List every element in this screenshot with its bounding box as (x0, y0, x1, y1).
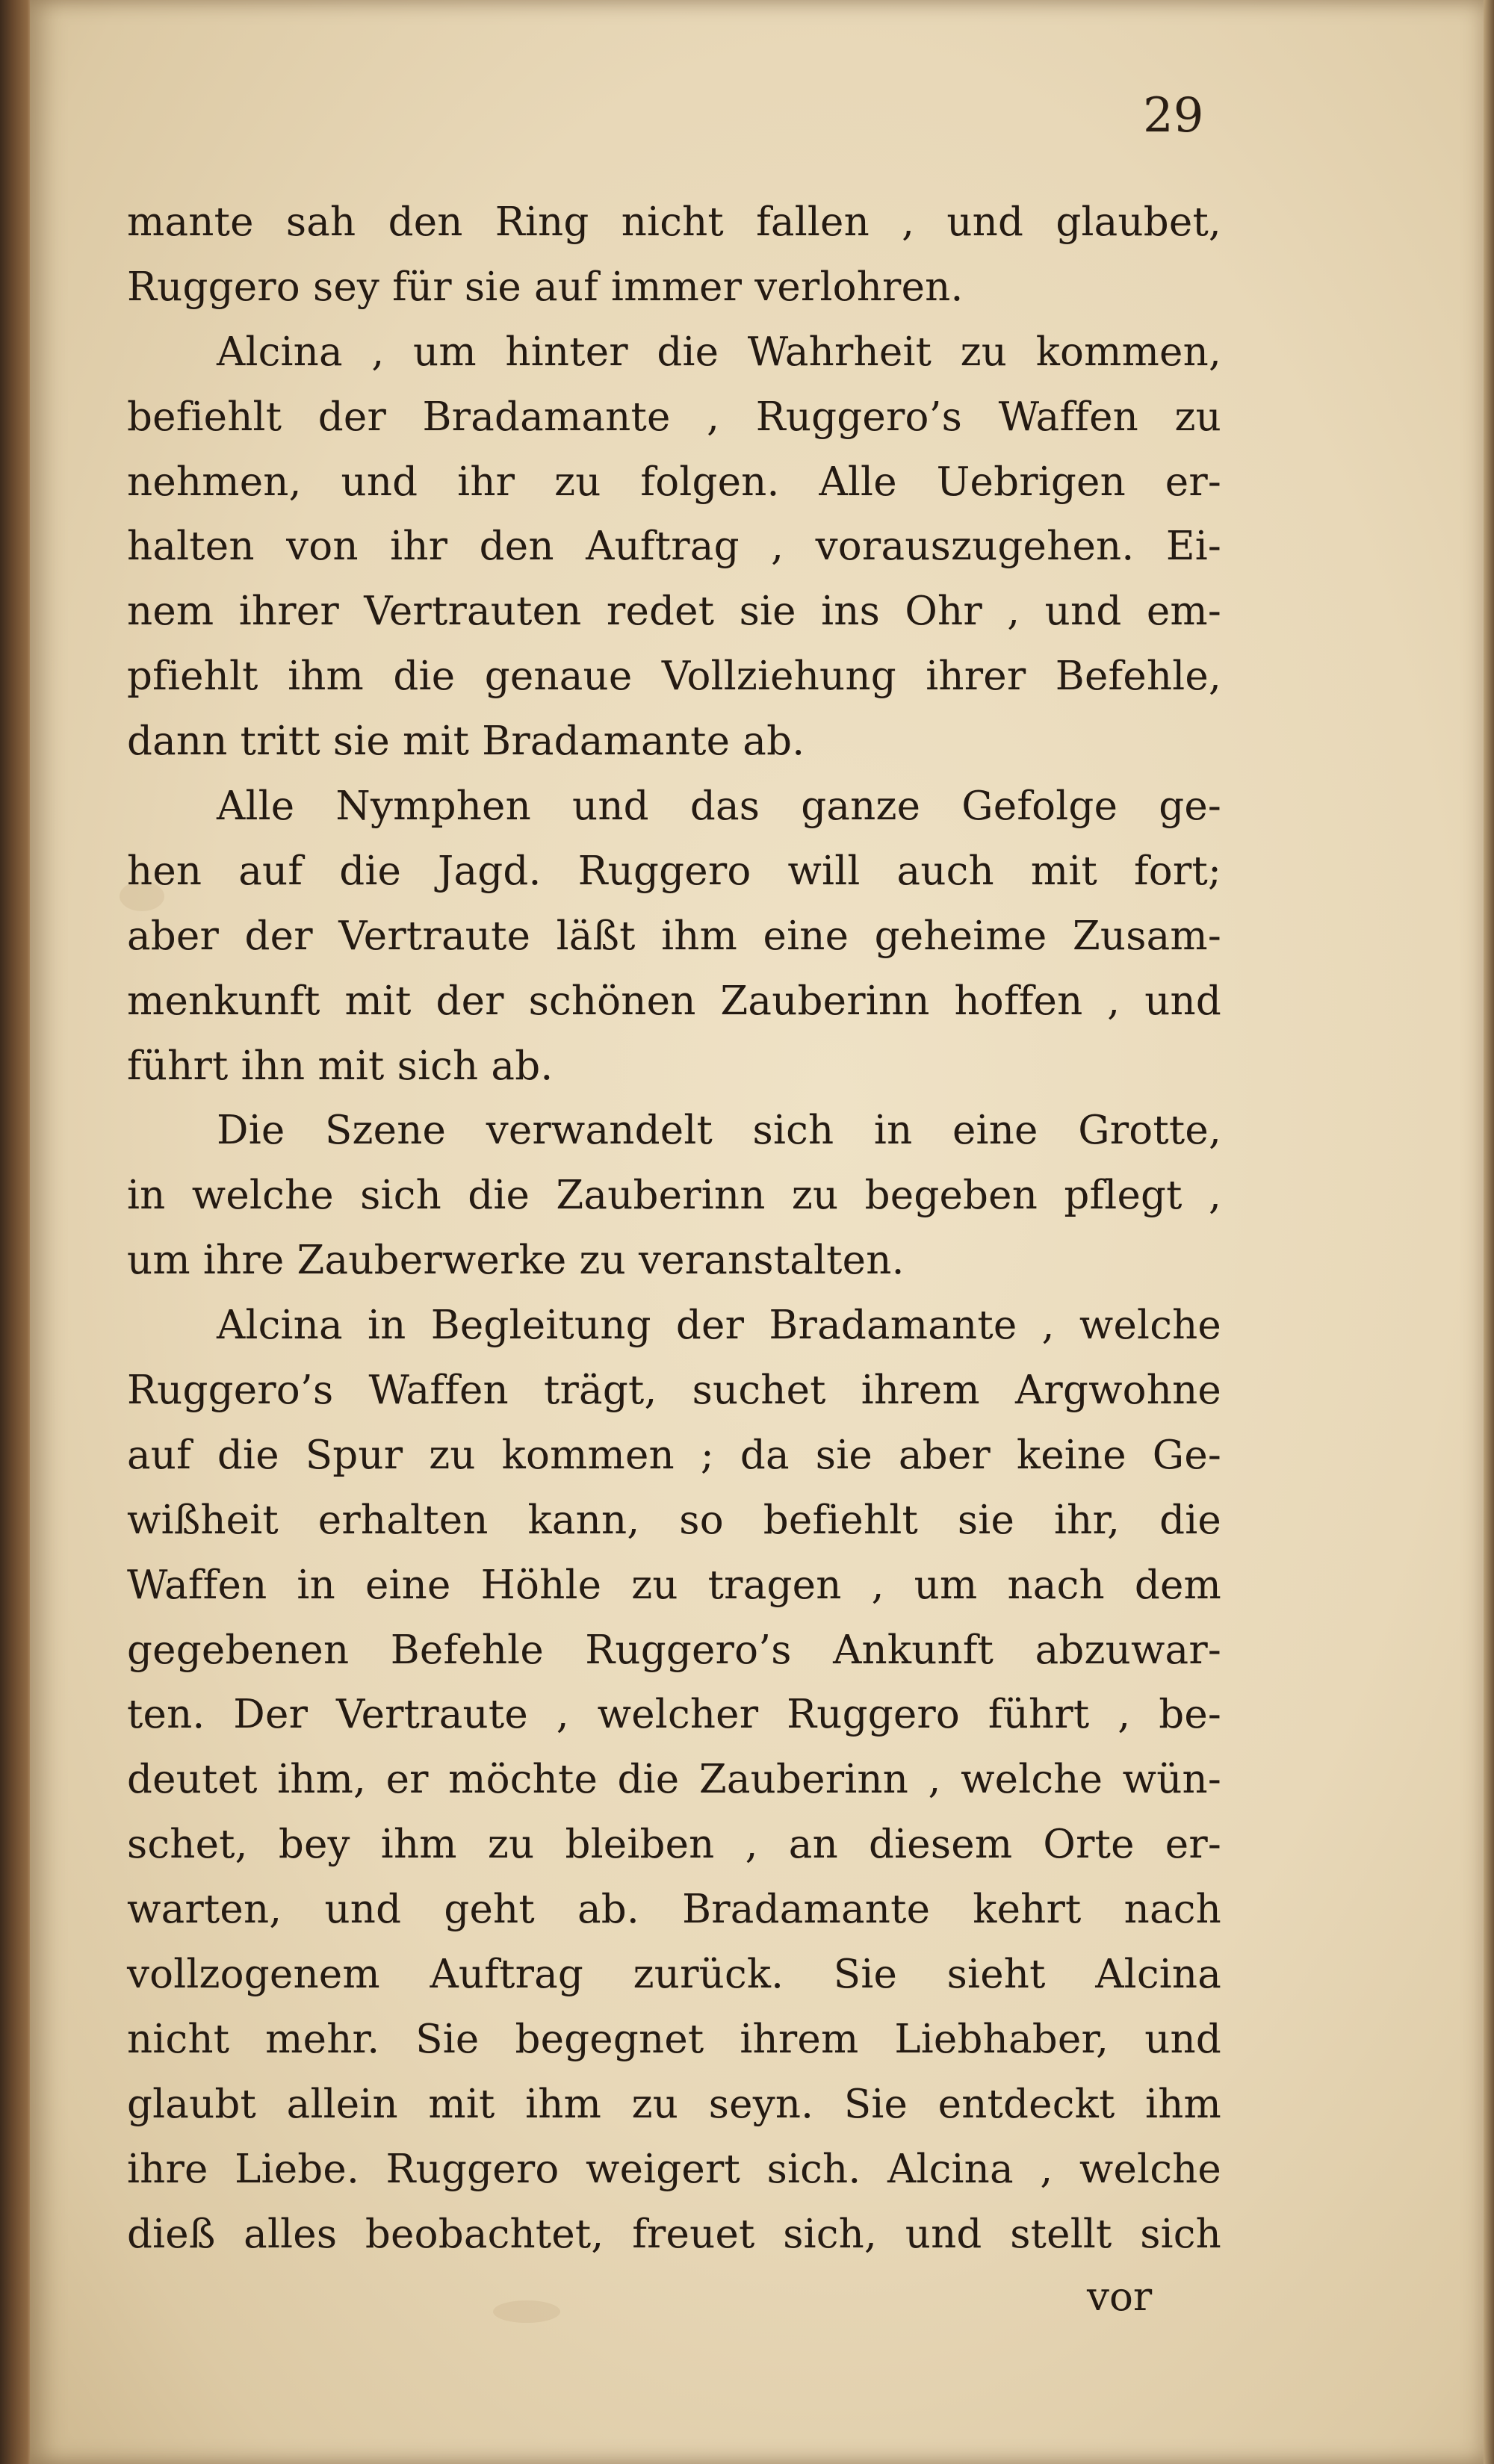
paragraph (127, 1099, 1221, 1294)
catchword: vor (1087, 2274, 1153, 2320)
text-line: Ruggero sey für sie auf immer verlohren. (127, 264, 964, 310)
text-line: aber der Vertraute läßt ihm eine geheime Zusam- (127, 913, 1221, 959)
text-line: pfiehlt ihm die genaue Vollziehung ihrer Befehle, (127, 654, 1221, 700)
text-line: halten von ihr den Auftrag , vorauszugehen. Ei- (127, 524, 1221, 570)
text-line: nem ihrer Vertrauten redet sie ins Ohr , und em- (127, 589, 1221, 635)
paragraph (127, 190, 1221, 320)
text-line: warten, und geht ab. Bradamante kehrt nach (127, 1887, 1221, 1933)
text-line: ihre Liebe. Ruggero weigert sich. Alcina , welche (127, 2146, 1221, 2192)
text-line: Alcina , um hinter die Wahrheit zu kommen, (217, 329, 1221, 375)
text-line: Die Szene verwandelt sich in eine Grotte, (217, 1108, 1221, 1154)
text-line: nicht mehr. Sie begegnet ihrem Liebhaber, und (127, 2016, 1221, 2062)
text-line: führt ihn mit sich ab. (127, 1043, 554, 1089)
text-line: mante sah den Ring nicht fallen , und glaubet, (127, 199, 1221, 245)
text-line: nehmen, und ihr zu folgen. Alle Uebrigen er- (127, 459, 1221, 505)
text-line: befiehlt der Bradamante , Ruggero’s Waffen zu (127, 394, 1221, 440)
text-line: hen auf die Jagd. Ruggero will auch mit fort; (127, 848, 1221, 894)
text-line: um ihre Zauberwerke zu veranstalten. (127, 1238, 905, 1284)
page-number: 29 (1143, 88, 1204, 143)
paragraph (127, 1294, 1221, 2267)
text-line: glaubt allein mit ihm zu seyn. Sie entdeckt ihm (127, 2081, 1221, 2127)
text-line: schet, bey ihm zu bleiben , an diesem Orte er- (127, 1822, 1221, 1868)
body-text (127, 190, 1221, 2268)
text-line: auf die Spur zu kommen ; da sie aber keine Ge- (127, 1432, 1221, 1478)
text-line: Ruggero’s Waffen trägt, suchet ihrem Argwohne (127, 1368, 1221, 1414)
text-line: Alle Nymphen und das ganze Gefolge ge- (217, 783, 1221, 830)
text-line: Alcina in Begleitung der Bradamante , welche (217, 1303, 1221, 1349)
text-line: in welche sich die Zauberinn zu begeben pflegt , (127, 1173, 1221, 1219)
text-line: Waffen in eine Höhle zu tragen , um nach dem (127, 1562, 1221, 1608)
paragraph (127, 775, 1221, 1099)
text-line: dieß alles beobachtet, freuet sich, und stellt sich (127, 2211, 1221, 2257)
text-line: vollzogenem Auftrag zurück. Sie sieht Alcina (127, 1952, 1221, 1998)
text-line: ten. Der Vertraute , welcher Ruggero führt , be- (127, 1692, 1221, 1738)
text-line: dann tritt sie mit Bradamante ab. (127, 719, 805, 765)
text-line: menkunft mit der schönen Zauberinn hoffen , und (127, 978, 1221, 1024)
text-line: gegebenen Befehle Ruggero’s Ankunft abzuwar- (127, 1627, 1221, 1673)
paper-stain (493, 2300, 560, 2323)
paragraph (127, 320, 1221, 775)
page-right-edge (1484, 0, 1494, 2464)
text-line: wißheit erhalten kann, so befiehlt sie ihr, die (127, 1497, 1221, 1543)
text-line: deutet ihm, er möchte die Zauberinn , welche wün- (127, 1757, 1221, 1803)
